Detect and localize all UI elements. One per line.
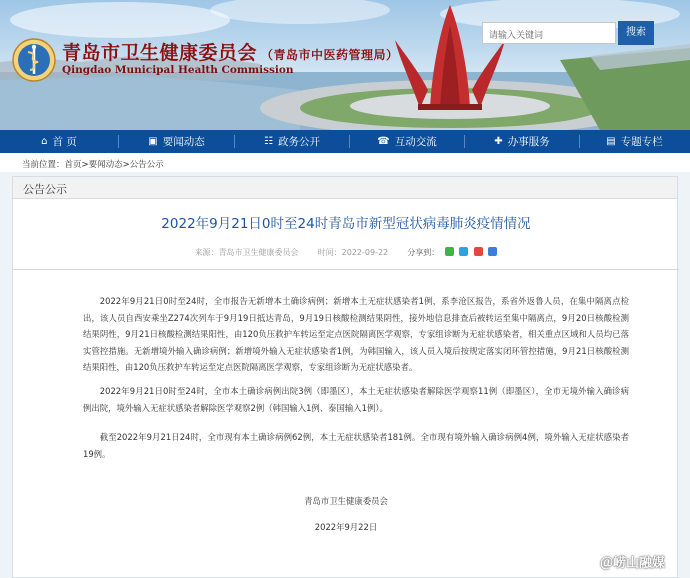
article-paragraph: 2022年9月21日0时至24时，全市报告无新增本土确诊病例；新增本土无症状感染者1例，系李沧区报告，系省外返鲁人员，在集中隔离点检出，该人员自西安乘坐Z274次列车于9月19日抵达青岛，9月19日核酸检测结果阴性，接外地信息排查后被转运至集中隔离点，9月20日核酸检测结果阴性，9月21日核酸检测结果阳性，由120负压救护车转运至定点医院隔离医学观察，专家组诊断为无症状感染者，相关重点区域和人员均已落实管控措施。无新增境外输入确诊病例；新增境外输入无症状感染者1例，为韩国输入，该人员入境后按规定落实闭环管控措施，9月21日核酸检测结果阳性，由120负压救护车转运至定点医院隔离医学观察，专家组诊断为无症状感染者。 bbox=[83, 296, 629, 372]
qzone-share-icon[interactable] bbox=[459, 247, 468, 256]
site-title-en: Qingdao Municipal Health Commission bbox=[62, 64, 294, 76]
nav-item-services[interactable] bbox=[465, 130, 579, 153]
article-paragraph: 截至2022年9月21日24时，全市现有本土确诊病例62例，本土无症状感染者181例。全市现有境外输入确诊病例4例，境外输入无症状感染者19例。 bbox=[83, 432, 629, 459]
health-commission-emblem[interactable] bbox=[12, 38, 56, 82]
search-input[interactable]: 请输入关键词 bbox=[482, 22, 616, 44]
nav-item-label: 互动交流 bbox=[394, 136, 437, 148]
nav-item-label: 办事服务 bbox=[507, 136, 550, 148]
article-meta bbox=[13, 247, 679, 258]
title-divider bbox=[13, 269, 679, 270]
qq-share-icon[interactable] bbox=[488, 247, 497, 256]
media-watermark: ＠崂山融媒 bbox=[600, 556, 666, 571]
breadcrumb-label: 当前位置： bbox=[22, 160, 65, 170]
search-button[interactable]: 搜索 bbox=[618, 21, 654, 45]
home-icon: ⌂ bbox=[41, 136, 48, 147]
time-label: 时间： bbox=[317, 248, 342, 257]
nav-item-label: 首 页 bbox=[52, 136, 77, 148]
wechat-share-icon[interactable] bbox=[445, 247, 454, 256]
nav-item-news[interactable] bbox=[119, 130, 234, 153]
breadcrumb bbox=[0, 153, 690, 172]
header-banner bbox=[0, 0, 690, 130]
nav-item-topics[interactable] bbox=[580, 130, 689, 153]
nav-item-home[interactable] bbox=[0, 130, 118, 153]
news-icon: ▣ bbox=[148, 136, 158, 147]
nav-item-interaction[interactable] bbox=[350, 130, 464, 153]
source-value: 青岛市卫生健康委员会 bbox=[218, 248, 299, 257]
nav-item-label: 政务公开 bbox=[277, 136, 320, 148]
article-title: 2022年9月21日0时至24时青岛市新型冠状病毒肺炎疫情情况 bbox=[161, 216, 531, 232]
service-cross-icon: ✚ bbox=[494, 136, 503, 147]
nav-item-label: 专题专栏 bbox=[620, 136, 663, 148]
time-value: 2022-09-22 bbox=[341, 248, 389, 257]
nav-item-gov-affairs[interactable] bbox=[235, 130, 349, 153]
article-signature: 青岛市卫生健康委员会 bbox=[304, 496, 388, 506]
source-label: 来源： bbox=[194, 248, 219, 257]
nav-item-label: 要闻动态 bbox=[162, 136, 205, 148]
topics-icon: ▤ bbox=[606, 136, 616, 147]
main-nav bbox=[0, 130, 690, 153]
section-title: 公告公示 bbox=[13, 177, 677, 199]
article-date: 2022年9月22日 bbox=[314, 522, 378, 532]
site-title bbox=[62, 38, 399, 65]
breadcrumb-path[interactable]: 首页>要闻动态>公告公示 bbox=[64, 160, 164, 170]
article-paragraph: 2022年9月21日0时至24时，全市本土确诊病例出院3例（即墨区），本土无症状感染者解除医学观察11例（即墨区），全市无境外输入确诊病例出院，境外输入无症状感染者解除医学观察2例（韩国输入1例、泰国输入1例）。 bbox=[83, 386, 629, 413]
site-title-sub: （青岛市中医药管理局） bbox=[261, 48, 399, 62]
document-list-icon: ☷ bbox=[264, 136, 273, 147]
article-card bbox=[12, 176, 678, 578]
site-title-cn: 青岛市卫生健康委员会 bbox=[62, 42, 258, 64]
weibo-share-icon[interactable] bbox=[474, 247, 483, 256]
phone-icon: ☎ bbox=[377, 136, 390, 147]
share-label: 分享到： bbox=[407, 248, 440, 257]
